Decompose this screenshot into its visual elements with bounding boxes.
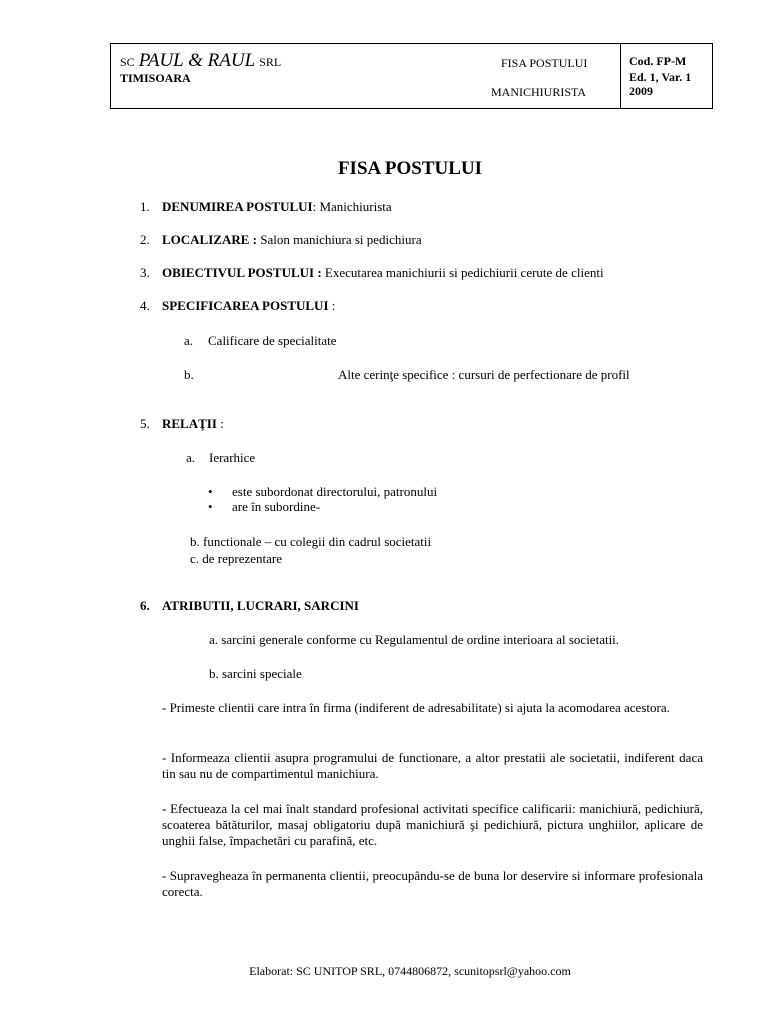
- section-4a-text: Calificare de specialitate: [208, 333, 337, 348]
- section-2-number: 2.: [140, 232, 150, 247]
- section-5a-text: Ierarhice: [209, 450, 256, 465]
- section-2: [162, 232, 422, 248]
- section-3-label: OBIECTIVUL POSTULUI :: [162, 265, 322, 280]
- section-1-value: : Manichiurista: [312, 199, 392, 214]
- section-5a-letter: a.: [186, 450, 196, 465]
- doc-edition: Ed. 1, Var. 1: [629, 70, 692, 84]
- section-4b-text: Alte cerinţe specifice : cursuri de perfectionare de profil: [338, 367, 630, 382]
- section-4: [162, 298, 335, 314]
- company-city: TIMISOARA: [120, 71, 191, 85]
- section-6b-text: b. sarcini speciale: [209, 666, 302, 681]
- section-5-value: :: [216, 416, 224, 431]
- section-3-number: 3.: [140, 265, 150, 280]
- bullet-item: este subordonat directorului, patronului: [232, 484, 438, 499]
- doc-code: Cod. FP-M: [629, 54, 687, 68]
- doc-year: 2009: [629, 84, 653, 98]
- section-6-label: ATRIBUTII, LUCRARI, SARCINI: [162, 598, 359, 613]
- section-4-number: 4.: [140, 298, 150, 313]
- company-suffix: SRL: [259, 55, 282, 69]
- header-position: MANICHIURISTA: [491, 85, 587, 99]
- bullet-dot-icon: •: [208, 484, 213, 499]
- company-name: PAUL & RAUL: [138, 50, 256, 71]
- section-1-number: 1.: [140, 199, 150, 214]
- section-5-label: RELAŢII: [162, 416, 217, 431]
- duty-paragraph: - Primeste clientii care intra în firma (indiferent de adresabilitate) si ajuta la acomodarea acestora.: [162, 700, 670, 715]
- section-1-label: DENUMIREA POSTULUI: [162, 199, 313, 214]
- section-4a-letter: a.: [184, 333, 194, 348]
- section-4-value: :: [328, 298, 336, 313]
- header-divider: [620, 44, 621, 108]
- duty-paragraph: - Informeaza clientii asupra programului de functionare, a altor prestatii ale societatii, indiferent daca tin sau nu de compartimentul manichiura.: [162, 750, 703, 781]
- section-1: [162, 199, 392, 215]
- section-6a-text: a. sarcini generale conforme cu Regulamentul de ordine interioara al societatii.: [209, 632, 620, 647]
- document-header: [110, 43, 713, 109]
- section-4-label: SPECIFICAREA POSTULUI: [162, 298, 329, 313]
- section-6-number: 6.: [140, 598, 150, 613]
- section-2-label: LOCALIZARE :: [162, 232, 257, 247]
- section-4b-letter: b.: [184, 367, 194, 382]
- header-doc-type: FISA POSTULUI: [501, 56, 588, 70]
- duty-paragraph: - Supravegheaza în permanenta clientii, preocupându-se de buna lor deservire si informare profesionala corecta.: [162, 868, 703, 899]
- company-line: [120, 50, 281, 72]
- section-5b-text: b. functionale – cu colegii din cadrul societatii: [190, 534, 432, 549]
- bullet-item: are în subordine-: [232, 499, 321, 514]
- bullet-dot-icon: •: [208, 499, 213, 514]
- page-footer: Elaborat: SC UNITOP SRL, 0744806872, scunitopsrl@yahoo.com: [249, 964, 571, 978]
- section-3: [162, 265, 604, 281]
- section-5: [162, 416, 224, 432]
- section-3-value: Executarea manichiurii si pedichiurii cerute de clienti: [321, 265, 604, 280]
- section-5c-text: c. de reprezentare: [190, 551, 283, 566]
- section-2-value: Salon manichiura si pedichiura: [257, 232, 422, 247]
- company-prefix: SC: [120, 55, 135, 69]
- section-5-number: 5.: [140, 416, 150, 431]
- duty-paragraph: - Efectueaza la cel mai înalt standard profesional activitati specifice calificarii: manichiură, pedichiură, scoaterea bătăturilor, masaj obligatoriu după manichiură şi pedichiură, pictura unghiilor, aplicare de unghii false, împachetări cu parafină, etc.: [162, 801, 703, 848]
- page-title: FISA POSTULUI: [337, 158, 483, 179]
